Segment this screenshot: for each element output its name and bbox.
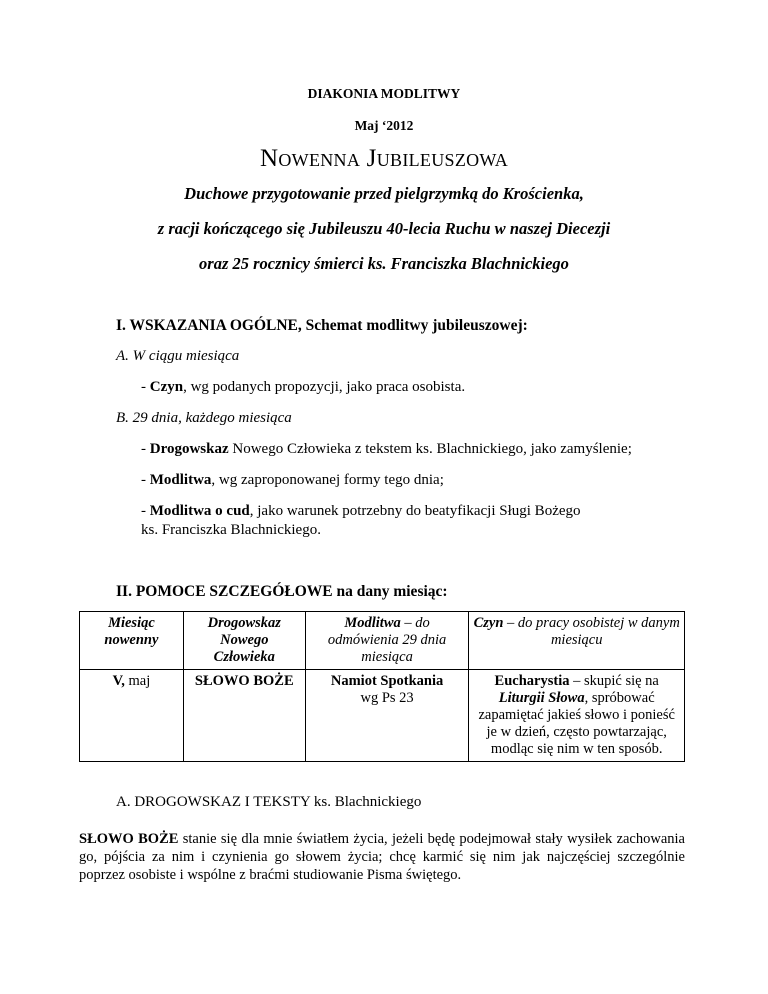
word-of-god-paragraph: SŁOWO BOŻE stanie się dla mnie światłem życia, jeżeli będę podejmował stały wysiłek zachowania go, pójścia za nim i czynienia go słowem życia; chcę karmić się nim jak najczęściej szczególnie poprzez osobiste i wspólne z braćmi studiowanie Pisma świętego. <box>79 831 685 883</box>
subtitle-line-1: Duchowe przygotowanie przed pielgrzymką do Krościenka, <box>184 184 584 203</box>
list-item-modlitwa: - Modlitwa, wg zaproponowanej formy tego dnia; <box>141 472 444 488</box>
header-signpost: Drogowskaz Nowego Człowieka <box>183 612 305 670</box>
subsection-b-heading: B. 29 dnia, każdego miesiąca <box>116 410 292 426</box>
subsection-a-heading: A. W ciągu miesiąca <box>116 348 240 364</box>
header-month: Miesiąc nowenny <box>80 612 184 670</box>
document-title: Nowenna Jubileuszowa <box>260 145 508 172</box>
table-row <box>80 670 685 762</box>
list-item-modlitwa-o-cud: - Modlitwa o cud, jako warunek potrzebny do beatyfikacji Sługi Bożego ks. Franciszka Blachnickiego. <box>141 503 581 538</box>
header-prayer: Modlitwa – do odmówienia 29 dnia miesiąca <box>305 612 469 670</box>
section-a-heading: A. DROGOWSKAZ I TEKSTY ks. Blachnickiego <box>116 794 422 810</box>
list-item-czyn: - Czyn, wg podanych propozycji, jako praca osobista. <box>141 379 466 395</box>
section-1-heading: I. WSKAZANIA OGÓLNE, Schemat modlitwy jubileuszowej: <box>116 317 528 334</box>
subtitle-line-3: oraz 25 rocznicy śmierci ks. Franciszka Blachnickiego <box>199 254 569 273</box>
cell-signpost: SŁOWO BOŻE <box>183 670 305 762</box>
header-deed: Czyn – do pracy osobistej w danym miesiącu <box>469 612 685 670</box>
cell-prayer: Namiot Spotkania wg Ps 23 <box>305 670 469 762</box>
list-item-drogowskaz: - Drogowskaz Nowego Człowieka z tekstem ks. Blachnickiego, jako zamyślenie; <box>141 441 632 457</box>
cell-deed: Eucharystia – skupić się na Liturgii Słowa, spróbować zapamiętać jakieś słowo i ponieść je w dzień, często powtarzając, modląc się nim w ten sposób. <box>469 670 685 762</box>
cell-month: V, maj <box>80 670 184 762</box>
monthly-table <box>79 611 685 762</box>
subtitle-line-2: z racji kończącego się Jubileuszu 40-lecia Ruchu w naszej Diecezji <box>157 219 611 238</box>
section-2-heading: II. POMOCE SZCZEGÓŁOWE na dany miesiąc: <box>116 583 448 600</box>
organization-header: DIAKONIA MODLITWY <box>307 86 461 101</box>
table-header-row <box>80 612 685 670</box>
date-line: Maj ‘2012 <box>354 118 414 133</box>
